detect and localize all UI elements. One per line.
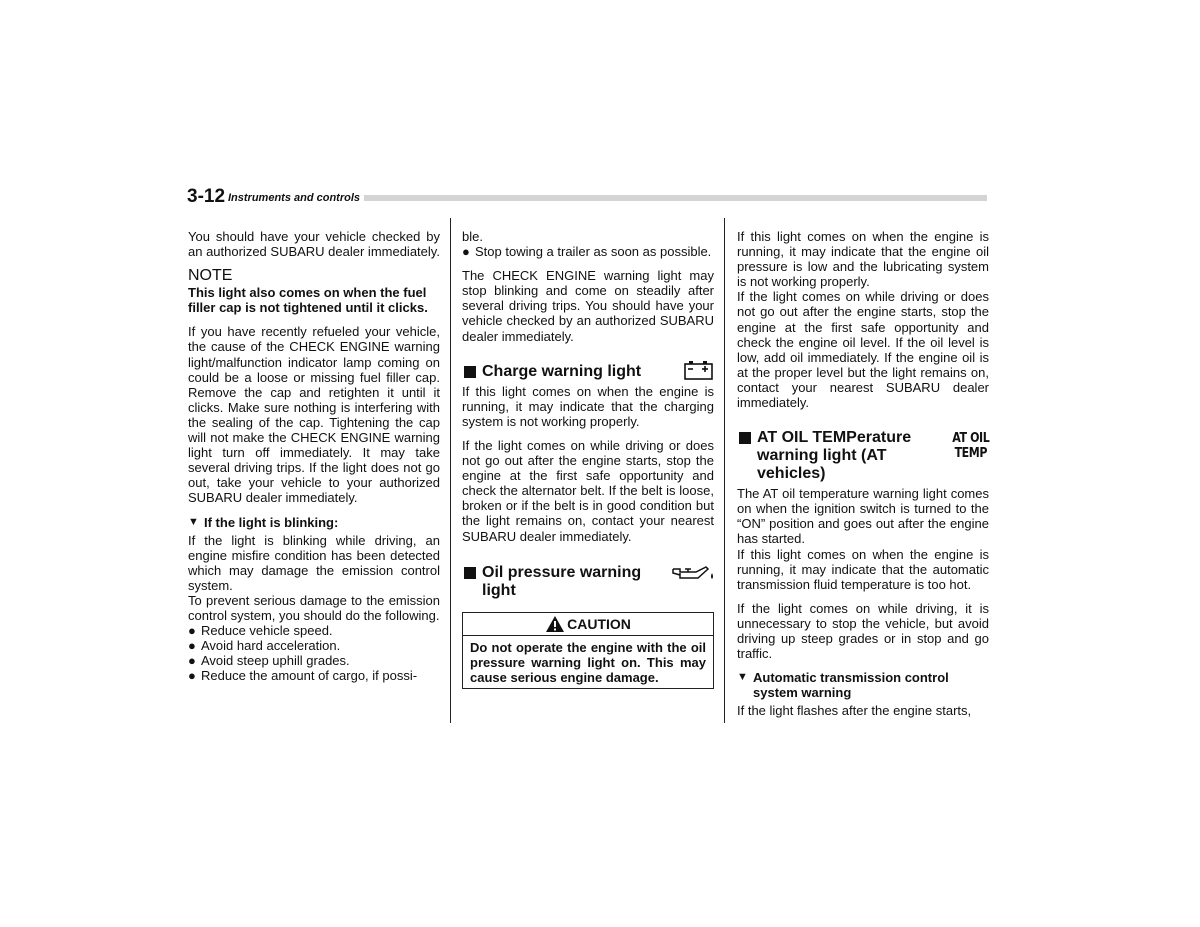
column-3 xyxy=(737,229,989,718)
square-bullet-icon xyxy=(464,366,476,378)
paragraph: The AT oil temperature warning light comes on when the ignition switch is turned to the “ON” position and goes out after the engine has started. xyxy=(737,486,989,547)
bullet-icon: ● xyxy=(188,638,196,654)
paragraph: You should have your vehicle checked by an authorized SUBARU dealer immediately. xyxy=(188,229,440,260)
paragraph: If the light comes on while driving or does not go out after the engine starts, stop the engine at the first safe opportunity and check the alternator belt. If the belt is loose, broken or if the belt is in good condition but the light remains on, contact your nearest SUBARU dealer immediately. xyxy=(462,437,714,544)
list-item xyxy=(188,638,440,653)
paragraph: If the light comes on while driving or does not go out after the engine starts, stop the engine at the first safe opportunity and check the engine oil level. If the oil level is low, add oil immediately. If the engine oil is at the proper level but the light remains on, contact your nearest SUBARU dealer immediately. xyxy=(737,289,989,411)
down-triangle-icon: ▼ xyxy=(737,671,748,684)
heading-text: Charge warning light xyxy=(482,362,642,380)
paragraph: If the light comes on while driving, it is unnecessary to stop the vehicle, but avoid driving up steep grades or in stop and go traffic. xyxy=(737,600,989,662)
subheading-text: Automatic transmission control system warning xyxy=(753,670,949,701)
paragraph: To prevent serious damage to the emission control system, you should do the following. xyxy=(188,592,440,624)
section-title: Instruments and controls xyxy=(228,192,364,204)
paragraph: ble. xyxy=(462,229,483,244)
caution-title xyxy=(463,613,713,636)
heading-at-oil-temp-warning-light xyxy=(737,429,989,483)
subheading-text: If the light is blinking: xyxy=(204,514,339,530)
column-divider xyxy=(724,218,725,723)
oil-can-icon xyxy=(670,564,716,586)
column-1 xyxy=(188,229,440,684)
heading-text: AT OIL TEMPerature warning light (AT vehicles) xyxy=(757,429,912,483)
paragraph: If this light comes on when the engine is running, it may indicate that the charging system is not working properly. xyxy=(462,383,714,429)
bullet-icon: ● xyxy=(188,668,196,684)
bullet-icon: ● xyxy=(188,653,196,669)
list-item xyxy=(188,653,440,668)
list-item xyxy=(188,668,440,683)
caution-box xyxy=(462,612,714,689)
paragraph: If the light is blinking while driving, an engine misfire condition has been detected which may damage the emission control system. xyxy=(188,532,440,593)
warning-triangle-icon xyxy=(545,615,565,633)
subheading xyxy=(737,670,989,700)
page-header xyxy=(187,186,987,208)
at-oil-temp-icon xyxy=(953,431,990,461)
paragraph: If you have recently refueled your vehicle, the cause of the CHECK ENGINE warning light/malfunction indicator lamp coming on could be a loose or missing fuel filler cap. Remove the cap and retighten it until it clicks. Make sure nothing is interfering with the sealing of the cap. Tightening the cap will not make the CHECK ENGINE warning light turn off immediately. It may take several driving trips. If the light does not go out, take your vehicle to your authorized SUBARU dealer immediately. xyxy=(188,324,440,506)
list-item-text: Reduce the amount of cargo, if possi- xyxy=(201,668,418,684)
down-triangle-icon: ▼ xyxy=(188,515,199,528)
heading-oil-pressure-warning-light xyxy=(462,564,714,600)
paragraph: If this light comes on when the engine is running, it may indicate that the engine oil pressure is low and the lubricating system is not working properly. xyxy=(737,229,989,290)
list-item-text: Reduce vehicle speed. xyxy=(201,623,333,639)
icon-text: TEMP xyxy=(954,446,988,462)
paragraph: If the light flashes after the engine starts, xyxy=(737,703,972,719)
note-heading: NOTE xyxy=(188,267,233,285)
list-item-text: Avoid steep uphill grades. xyxy=(201,653,350,669)
caution-label: CAUTION xyxy=(567,615,631,632)
list-item xyxy=(188,623,440,638)
square-bullet-icon xyxy=(464,567,476,579)
bullet-icon: ● xyxy=(188,623,196,639)
column-2 xyxy=(462,229,714,689)
subheading xyxy=(188,515,440,530)
heading-text: Oil pressure warning light xyxy=(482,563,642,599)
note-text: This light also comes on when the fuel filler cap is not tightened until it clicks. xyxy=(188,285,428,316)
caution-text: Do not operate the engine with the oil pressure warning light on. This may cause serious engine damage. xyxy=(470,639,706,685)
paragraph: If this light comes on when the engine is running, it may indicate that the automatic transmission fluid temperature is too hot. xyxy=(737,546,989,592)
square-bullet-icon xyxy=(739,432,751,444)
heading-charge-warning-light xyxy=(462,363,714,381)
paragraph: The CHECK ENGINE warning light may stop blinking and come on steadily after several driving trips. You should have your vehicle checked by an authorized SUBARU dealer immediately. xyxy=(462,268,714,344)
list-item-text: Avoid hard acceleration. xyxy=(201,638,341,654)
icon-text: AT OIL xyxy=(952,431,990,447)
list-item xyxy=(462,244,714,259)
bullet-icon: ● xyxy=(462,244,470,260)
list-item-text: Stop towing a trailer as soon as possible. xyxy=(475,244,712,260)
column-divider xyxy=(450,218,451,723)
battery-icon xyxy=(682,359,714,381)
page-number: 3-12 xyxy=(187,186,228,208)
